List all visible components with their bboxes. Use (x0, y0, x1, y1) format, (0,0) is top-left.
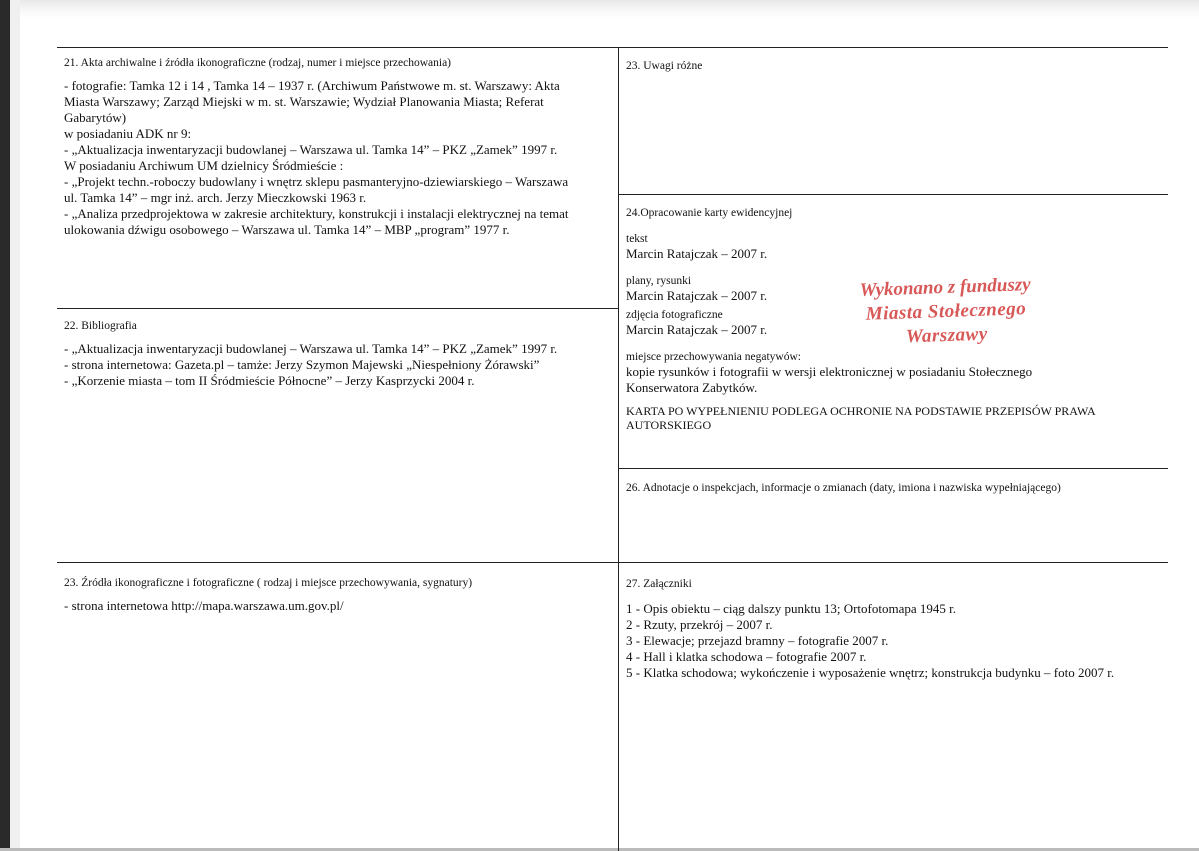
section-23-remarks (626, 59, 1162, 81)
section-27-list (626, 601, 1162, 681)
copyright-line: AUTORSKIEGO (626, 418, 712, 432)
section-24-text (626, 232, 1162, 262)
section-24-heading: 24.Opracowanie karty ewidencyjnej (626, 207, 793, 219)
photos-value: Marcin Ratajczak – 2007 r. (626, 322, 768, 337)
plans-label: plany, rysunki (626, 275, 692, 287)
text-value: Marcin Ratajczak – 2007 r. (626, 246, 768, 261)
section-21-line: - „Aktualizacja inwentaryzacji budowlanej – Warszawa ul. Tamka 14” – PKZ „Zamek” 1997 r. (64, 142, 558, 157)
rule-21-22 (57, 308, 618, 309)
text-label: tekst (626, 233, 648, 245)
column-divider (618, 47, 619, 851)
negatives-label: miejsce przechowywania negatywów: (626, 351, 801, 363)
attachment-item: 2 - Rzuty, przekrój – 2007 r. (626, 617, 773, 632)
section-23-sources-heading: 23. Źródła ikonograficzne i fotograficzne ( rodzaj i miejsce przechowywania, sygnatury) (64, 577, 473, 589)
rule-23-24 (619, 194, 1168, 195)
copyright-line: KARTA PO WYPEŁNIENIU PODLEGA OCHRONIE NA PODSTAWIE PRZEPISÓW PRAWA (626, 404, 1096, 418)
section-21-heading: 21. Akta archiwalne i źródła ikonograficzne (rodzaj, numer i miejsce przechowania) (64, 57, 451, 69)
plans-value: Marcin Ratajczak – 2007 r. (626, 288, 768, 303)
section-23-sources-line: - strona internetowa http://mapa.warszawa.um.gov.pl/ (64, 598, 344, 613)
rule-middle-bottom (57, 562, 1168, 563)
rule-top (57, 47, 1168, 48)
negatives-line: Konserwatora Zabytków. (626, 380, 758, 395)
section-21-body (64, 78, 612, 238)
section-23-sources (64, 576, 612, 614)
attachment-item: 4 - Hall i klatka schodowa – fotografie 2007 r. (626, 649, 867, 664)
stamp-line: Miasta Stołecznego Warszawy (865, 298, 1027, 348)
section-27-heading: 27. Załączniki (626, 578, 692, 590)
photos-label: zdjęcia fotograficzne (626, 309, 723, 321)
section-21-line: Miasta Warszawy; Zarząd Miejski w m. st. Warszawie; Wydział Planowania Miasta; Referat (64, 94, 544, 109)
attachment-item: 3 - Elewacje; przejazd bramny – fotografie 2007 r. (626, 633, 889, 648)
section-22-line: - „Aktualizacja inwentaryzacji budowlanej – Warszawa ul. Tamka 14” – PKZ „Zamek” 1997 r. (64, 341, 558, 356)
section-24-negatives (626, 350, 1162, 396)
funding-stamp (825, 272, 1067, 352)
section-27 (626, 577, 1162, 681)
scan-left-paper-edge (10, 0, 20, 851)
rule-24-26 (619, 468, 1168, 469)
section-26 (626, 481, 1162, 503)
negatives-line: kopie rysunków i fotografii w wersji elektronicznej w posiadaniu Stołecznego (626, 364, 1033, 379)
section-21-line: Gabarytów) (64, 110, 127, 125)
section-22 (64, 319, 612, 389)
section-21 (64, 56, 612, 238)
copyright-note (626, 404, 1162, 432)
section-21-line: W posiadaniu Archiwum UM dzielnicy Śródmieście : (64, 158, 344, 173)
attachment-item: 5 - Klatka schodowa; wykończenie i wyposażenie wnętrz; konstrukcja budynku – foto 2007 r. (626, 665, 1115, 680)
stamp-line: Wykonano z funduszy (859, 274, 1031, 301)
scan-top-edge (0, 0, 1199, 20)
section-26-heading: 26. Adnotacje o inspekcjach, informacje o zmianach (daty, imiona i nazwiska wypełniającego) (626, 482, 1061, 494)
section-23-sources-body (64, 598, 612, 614)
section-22-heading: 22. Bibliografia (64, 320, 137, 332)
section-23-remarks-heading: 23. Uwagi różne (626, 60, 703, 72)
section-22-line: - strona internetowa: Gazeta.pl – tamże: Jerzy Szymon Majewski „Niespełniony Żórawski” (64, 357, 540, 372)
section-21-line: - fotografie: Tamka 12 i 14 , Tamka 14 – 1937 r. (Archiwum Państwowe m. st. Warszawy: Akta (64, 78, 560, 93)
attachment-item: 1 - Opis obiektu – ciąg dalszy punktu 13; Ortofotomapa 1945 r. (626, 601, 957, 616)
section-21-line: - „Projekt techn.-roboczy budowlany i wnętrz sklepu pasmanteryjno-dziewiarskiego – Warszawa (64, 174, 569, 189)
section-21-line: - „Analiza przedprojektowa w zakresie architektury, konstrukcji i instalacji elektrycznej na temat (64, 206, 569, 221)
section-21-line: ul. Tamka 14” – mgr inż. arch. Jerzy Mieczkowski 1963 r. (64, 190, 367, 205)
section-21-line: ulokowania dźwigu osobowego – Warszawa ul. Tamka 14” – MBP „program” 1977 r. (64, 222, 510, 237)
section-22-body (64, 341, 612, 389)
section-21-line: w posiadaniu ADK nr 9: (64, 126, 192, 141)
section-22-line: - „Korzenie miasta – tom II Śródmieście Północne” – Jerzy Kasprzycki 2004 r. (64, 373, 475, 388)
